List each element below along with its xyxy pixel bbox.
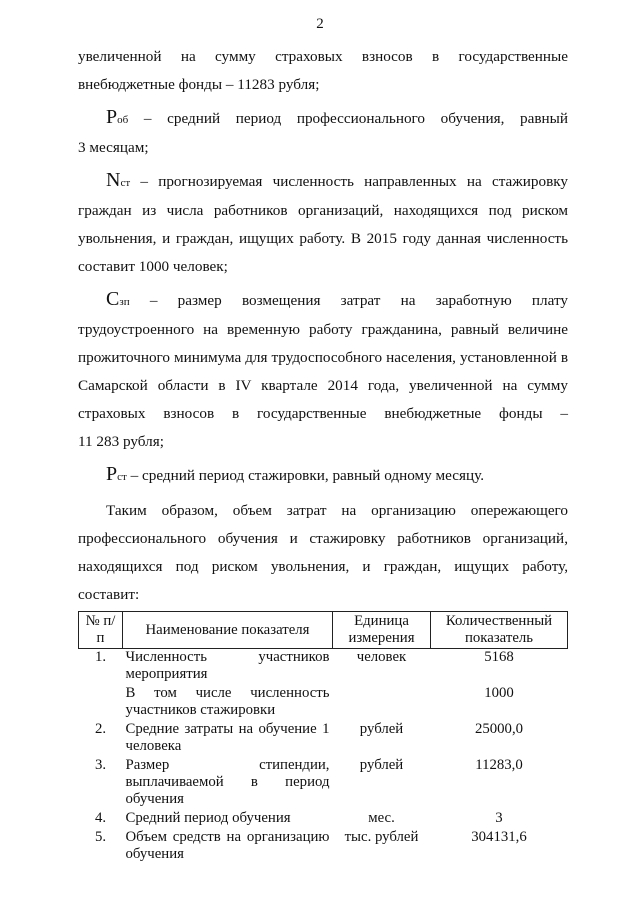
- row-num: 4.: [94, 810, 107, 826]
- symbol: N: [106, 169, 121, 191]
- summary-line: составит:: [78, 586, 140, 603]
- row-num: 5.: [94, 829, 107, 845]
- row-name: В том числе численность участников стажировки: [125, 685, 330, 718]
- row-value: 25000,0: [474, 721, 524, 737]
- text-line: 3 месяцам;: [78, 139, 149, 156]
- indicators-table: [78, 611, 568, 865]
- summary-line: профессионального обучения и стажировку работников организаций,: [78, 530, 568, 547]
- symbol-subscript: об: [117, 114, 129, 126]
- row-num: [79, 685, 123, 721]
- row-value: 1000: [484, 685, 514, 701]
- table-header-row: [79, 612, 568, 649]
- text-line: прожиточного минимума для трудоспособного населения, установленной в: [78, 349, 568, 366]
- row-value: 304131,6: [471, 829, 527, 845]
- summary-line: находящихся под риском увольнения, и граждан, ищущих работу,: [78, 558, 568, 575]
- header-num: № п/п: [79, 612, 123, 649]
- row-unit: тыс. рублей: [344, 829, 419, 845]
- text-line: составит 1000 человек;: [78, 258, 228, 275]
- header-name: Наименование показателя: [123, 612, 333, 649]
- table-row: [79, 810, 568, 829]
- table-row: [79, 649, 568, 686]
- row-unit: рублей: [359, 757, 404, 773]
- row-value: 3: [495, 810, 503, 826]
- row-value: 5168: [484, 649, 514, 665]
- row-unit: человек: [356, 649, 407, 665]
- table-row: [79, 757, 568, 810]
- text-line: граждан из числа работников организаций, находящихся под риском: [78, 202, 568, 219]
- definition-p-st: [78, 462, 568, 491]
- row-name: Средний период обучения: [125, 810, 291, 826]
- row-value: 11283,0: [475, 757, 523, 773]
- table-row: [79, 685, 568, 721]
- row-unit: [333, 685, 431, 721]
- text-line: Самарской области в IV квартале 2014 года, увеличенной на сумму: [78, 377, 568, 394]
- header-unit: Единица измерения: [333, 612, 431, 649]
- definition-text: – средний период стажировки, равный одному месяцу.: [126, 467, 484, 484]
- symbol-subscript: ст: [120, 177, 131, 189]
- row-name: Объем средств на организацию обучения: [125, 829, 330, 862]
- symbol: Р: [106, 463, 118, 485]
- page-number: 2: [316, 16, 324, 32]
- text-line: увольнения, и граждан, ищущих работу. В 2015 году данная численность: [78, 230, 568, 247]
- text-line: 11 283 рубля;: [78, 433, 164, 450]
- definition-n-st: [78, 168, 568, 197]
- row-unit: мес.: [368, 810, 395, 826]
- row-name: Численность участников мероприятия: [125, 649, 330, 682]
- document-body: [78, 43, 568, 865]
- header-value: Количественный показатель: [431, 612, 568, 649]
- table-row: [79, 721, 568, 757]
- row-num: 1.: [94, 649, 107, 665]
- row-num: 2.: [94, 721, 107, 737]
- row-name: Размер стипендии, выплачиваемой в период обучения: [125, 757, 330, 807]
- text-line: трудоустроенного на временную работу гражданина, равный величине: [78, 321, 568, 338]
- definition-text: – размер возмещения затрат на заработную плату: [129, 292, 568, 309]
- text-line: внебюджетные фонды – 11283 рубля;: [78, 76, 320, 93]
- symbol: С: [106, 288, 120, 310]
- definition-p-ob: [78, 105, 568, 134]
- summary-line: Таким образом, объем затрат на организацию опережающего: [106, 502, 568, 519]
- row-unit: рублей: [359, 721, 404, 737]
- symbol-subscript: ст: [117, 471, 127, 483]
- symbol: Р: [106, 106, 118, 128]
- row-num: 3.: [94, 757, 107, 773]
- text-line: страховых взносов в государственные внебюджетные фонды –: [78, 405, 568, 422]
- row-name: Средние затраты на обучение 1 человека: [125, 721, 330, 754]
- definition-text: – средний период профессионального обучения, равный: [128, 110, 568, 127]
- text-line: увеличенной на сумму страховых взносов в государственные: [78, 48, 568, 65]
- definition-c-zp: [78, 287, 568, 316]
- table-row: [79, 829, 568, 865]
- symbol-subscript: зп: [119, 296, 130, 308]
- definition-text: – прогнозируемая численность направленных на стажировку: [130, 173, 568, 190]
